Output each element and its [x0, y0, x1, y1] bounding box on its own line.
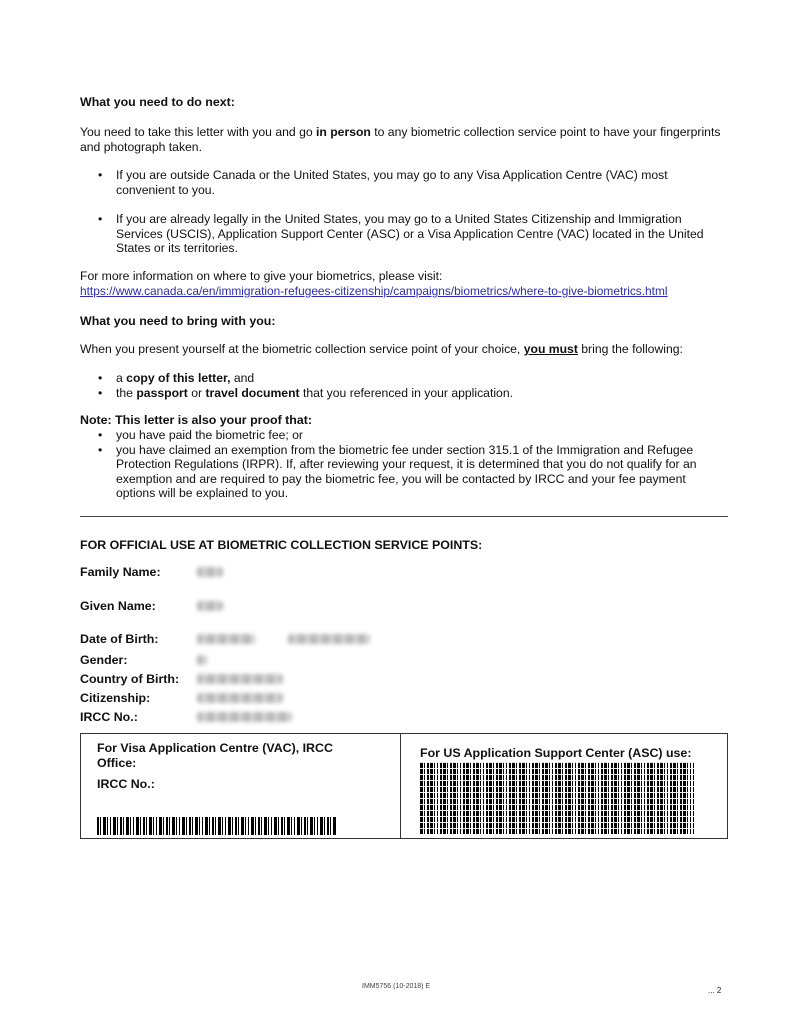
family-name-label: Family Name:: [80, 565, 161, 579]
gender-value-redacted: [197, 655, 207, 665]
given-name-value-redacted: [197, 601, 223, 611]
next-steps-heading: What you need to do next:: [80, 95, 235, 109]
vac-ircc-label: IRCC No.:: [97, 777, 155, 791]
list-item: • If you are outside Canada or the United States, you may go to any Visa Application Centre (VAC) most convenient to you.: [98, 168, 728, 197]
dob-extra-redacted: [288, 634, 370, 644]
box-divider: [400, 733, 401, 839]
bring-heading: What you need to bring with you:: [80, 314, 276, 328]
vac-box-title: For Visa Application Centre (VAC), IRCC Office:: [97, 741, 333, 770]
country-of-birth-label: Country of Birth:: [80, 672, 180, 686]
asc-box-title: For US Application Support Center (ASC) use:: [420, 746, 692, 760]
form-code: IMM5756 (10-2018) E: [362, 983, 431, 990]
given-name-label: Given Name:: [80, 599, 156, 613]
asc-barcode: [420, 762, 694, 834]
next-steps-intro: You need to take this letter with you and go in person to any biometric collection service point to have your fingerprints and photograph taken.: [80, 125, 721, 154]
list-item: • you have claimed an exemption from the biometric fee under section 315.1 of the Immigration and Refugee Protection Regulations (IRPR). If, after reviewing your request, it is determined that you do not qualify for an exemption and are required to pay the biometric fee, you will be contacted by IRCC and your fee payment options will be explained to you.: [98, 443, 723, 501]
note-heading: Note: This letter is also your proof that:: [80, 413, 312, 427]
list-item: • a copy of this letter, and: [98, 371, 698, 386]
section-divider: [80, 516, 728, 517]
bring-list: [98, 371, 698, 400]
more-info-text: For more information on where to give your biometrics, please visit:: [80, 269, 443, 283]
citizenship-value-redacted: [197, 693, 283, 703]
list-item: • you have paid the biometric fee; or: [98, 428, 723, 443]
citizenship-label: Citizenship:: [80, 691, 151, 705]
list-item: • If you are already legally in the United States, you may go to a United States Citizenship and Immigration Services (USCIS), Application Support Center (ASC) or a Visa Application Centre (VAC) located in the United States or its territories.: [98, 212, 728, 256]
ircc-no-value-redacted: [197, 712, 292, 722]
list-item: • the passport or travel document that you referenced in your application.: [98, 386, 698, 401]
dob-label: Date of Birth:: [80, 632, 159, 646]
biometrics-link[interactable]: https://www.canada.ca/en/immigration-refugees-citizenship/campaigns/biometrics/where-to-give-biometrics.html: [80, 284, 668, 298]
ircc-no-label: IRCC No.:: [80, 710, 138, 724]
location-list: [98, 168, 728, 256]
note-list: [98, 428, 723, 501]
official-use-heading: FOR OFFICIAL USE AT BIOMETRIC COLLECTION SERVICE POINTS:: [80, 538, 483, 552]
dob-value-redacted: [197, 634, 255, 644]
country-of-birth-value-redacted: [197, 674, 283, 684]
page-indicator: ... 2: [708, 986, 722, 995]
bring-intro: When you present yourself at the biometric collection service point of your choice, you must bring the following:: [80, 342, 683, 356]
gender-label: Gender:: [80, 653, 128, 667]
vac-barcode: [97, 817, 336, 835]
family-name-value-redacted: [197, 567, 223, 577]
